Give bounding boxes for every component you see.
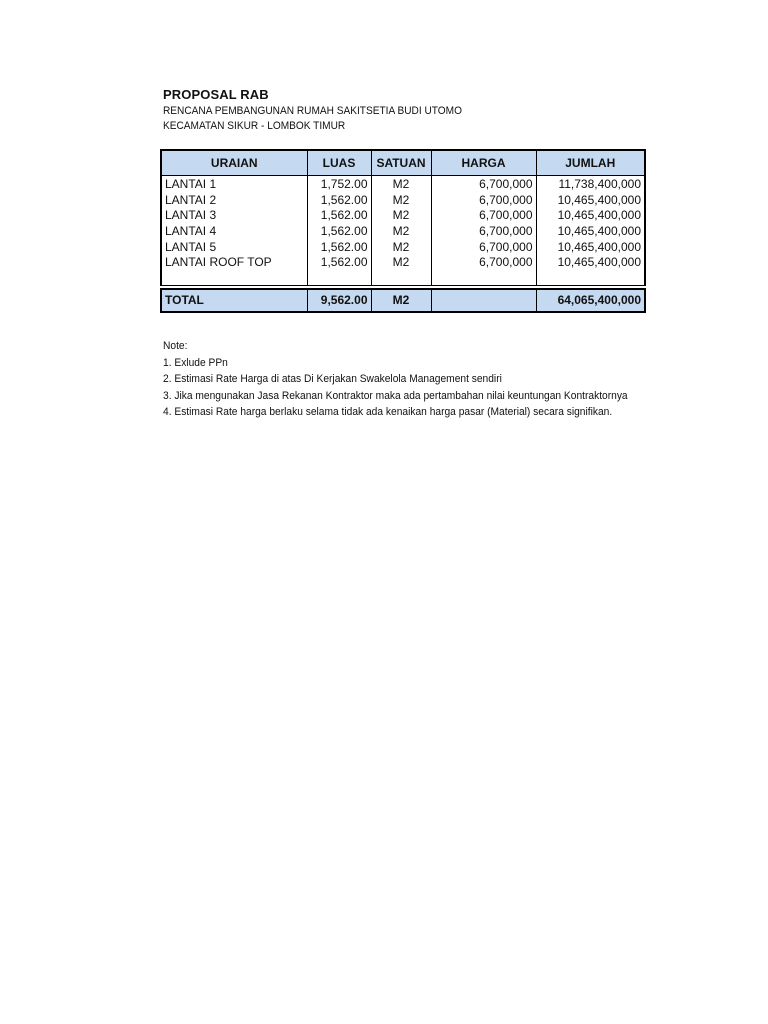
cell-satuan: M2 bbox=[371, 255, 431, 271]
cell-uraian: LANTAI ROOF TOP bbox=[161, 255, 307, 271]
document-header bbox=[163, 87, 643, 134]
total-row bbox=[161, 289, 645, 312]
cell-jumlah: 11,738,400,000 bbox=[536, 176, 645, 193]
cell-uraian: LANTAI 1 bbox=[161, 176, 307, 193]
cell-empty bbox=[307, 271, 371, 286]
cell-harga: 6,700,000 bbox=[431, 208, 536, 224]
table-row bbox=[161, 176, 645, 193]
rab-table-total bbox=[161, 289, 645, 312]
cell-harga: 6,700,000 bbox=[431, 176, 536, 193]
cell-harga: 6,700,000 bbox=[431, 224, 536, 240]
document-title: PROPOSAL RAB bbox=[163, 87, 269, 102]
cell-satuan: M2 bbox=[371, 176, 431, 193]
cell-satuan: M2 bbox=[371, 193, 431, 209]
cell-uraian: LANTAI 3 bbox=[161, 208, 307, 224]
cell-empty bbox=[431, 271, 536, 286]
table-row-blank bbox=[161, 271, 645, 286]
cell-satuan: M2 bbox=[371, 208, 431, 224]
cell-harga: 6,700,000 bbox=[431, 255, 536, 271]
cell-empty bbox=[536, 271, 645, 286]
cell-satuan: M2 bbox=[371, 239, 431, 255]
header-jumlah: JUMLAH bbox=[536, 150, 645, 176]
total-satuan: M2 bbox=[371, 289, 431, 312]
cell-luas: 1,752.00 bbox=[307, 176, 371, 193]
rab-table-body bbox=[161, 176, 645, 289]
cell-uraian: LANTAI 2 bbox=[161, 193, 307, 209]
cell-harga: 6,700,000 bbox=[431, 193, 536, 209]
rab-table bbox=[160, 149, 646, 313]
note-item: 2. Estimasi Rate Harga di atas Di Kerjakan Swakelola Management sendiri bbox=[163, 373, 502, 385]
header-satuan: SATUAN bbox=[371, 150, 431, 176]
cell-jumlah: 10,465,400,000 bbox=[536, 255, 645, 271]
cell-jumlah: 10,465,400,000 bbox=[536, 239, 645, 255]
table-row bbox=[161, 224, 645, 240]
cell-uraian: LANTAI 5 bbox=[161, 239, 307, 255]
table-row bbox=[161, 193, 645, 209]
total-luas: 9,562.00 bbox=[307, 289, 371, 312]
table-row bbox=[161, 239, 645, 255]
project-name-line: RENCANA PEMBANGUNAN RUMAH SAKITSETIA BUDI UTOMO bbox=[163, 105, 462, 117]
project-location-line: KECAMATAN SIKUR - LOMBOK TIMUR bbox=[163, 120, 346, 132]
cell-harga: 6,700,000 bbox=[431, 239, 536, 255]
rab-table-header bbox=[161, 150, 645, 176]
cell-jumlah: 10,465,400,000 bbox=[536, 193, 645, 209]
cell-jumlah: 10,465,400,000 bbox=[536, 208, 645, 224]
notes-heading: Note: bbox=[163, 340, 188, 352]
total-harga bbox=[431, 289, 536, 312]
total-label: TOTAL bbox=[161, 289, 307, 312]
cell-luas: 1,562.00 bbox=[307, 193, 371, 209]
header-uraian: URAIAN bbox=[161, 150, 307, 176]
table-row bbox=[161, 208, 645, 224]
note-item: 4. Estimasi Rate harga berlaku selama tidak ada kenaikan harga pasar (Material) secara signifikan. bbox=[163, 406, 613, 418]
cell-luas: 1,562.00 bbox=[307, 208, 371, 224]
header-harga: HARGA bbox=[431, 150, 536, 176]
cell-uraian: LANTAI 4 bbox=[161, 224, 307, 240]
table-row bbox=[161, 255, 645, 271]
cell-luas: 1,562.00 bbox=[307, 239, 371, 255]
header-luas: LUAS bbox=[307, 150, 371, 176]
cell-jumlah: 10,465,400,000 bbox=[536, 224, 645, 240]
note-item: 3. Jika mengunakan Jasa Rekanan Kontraktor maka ada pertambahan nilai keuntungan Kontraktornya bbox=[163, 389, 628, 402]
cell-luas: 1,562.00 bbox=[307, 224, 371, 240]
cell-empty bbox=[161, 271, 307, 286]
notes-section bbox=[163, 338, 663, 421]
cell-empty bbox=[371, 271, 431, 286]
note-item: 1. Exlude PPn bbox=[163, 356, 228, 369]
total-jumlah: 64,065,400,000 bbox=[536, 289, 645, 312]
cell-satuan: M2 bbox=[371, 224, 431, 240]
cell-luas: 1,562.00 bbox=[307, 255, 371, 271]
